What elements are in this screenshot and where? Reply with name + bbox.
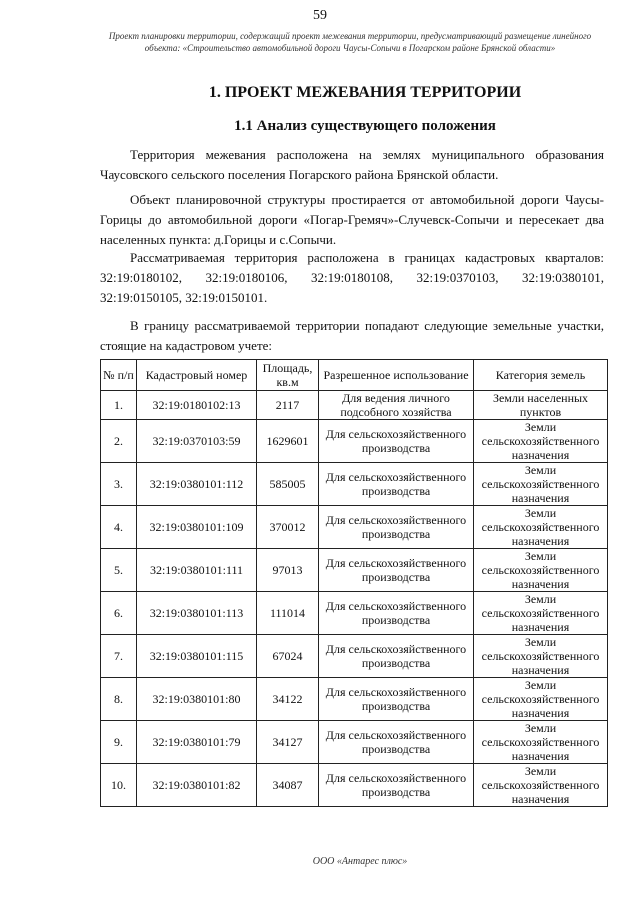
cell-usage: Для сельскохозяйственного производства [319, 678, 474, 721]
cell-cadastral: 32:19:0380101:111 [137, 549, 257, 592]
cell-usage: Для сельскохозяйственного производства [319, 506, 474, 549]
cell-usage: Для сельскохозяйственного производства [319, 592, 474, 635]
subsection-heading: 1.1 Анализ существующего положения [234, 118, 496, 134]
cell-number: 3. [101, 463, 137, 506]
cell-usage: Для сельскохозяйственного производства [319, 764, 474, 807]
table-row [101, 764, 608, 807]
table-row [101, 391, 608, 420]
cell-number: 2. [101, 420, 137, 463]
cell-area: 585005 [257, 463, 319, 506]
cell-category: Земли сельскохозяйственного назначения [474, 678, 608, 721]
table-row [101, 592, 608, 635]
cell-usage: Для сельскохозяйственного производства [319, 549, 474, 592]
cell-number: 7. [101, 635, 137, 678]
cell-category: Земли сельскохозяйственного назначения [474, 721, 608, 764]
col-header-number: № п/п [101, 360, 137, 391]
col-header-usage: Разрешенное использование [319, 360, 474, 391]
cell-cadastral: 32:19:0380101:112 [137, 463, 257, 506]
cell-usage: Для сельскохозяйственного производства [319, 721, 474, 764]
cell-area: 34122 [257, 678, 319, 721]
paragraph-object: Объект планировочной структуры простирается от автомобильной дороги Чаусы-Горицы до автомобильной дороги «Погар-Гремяч»-Случевск-Сопычи и пересекает два населенных пункта: д.Горицы и с.Сопычи. [100, 192, 604, 247]
cell-cadastral: 32:19:0180102:13 [137, 391, 257, 420]
cell-category: Земли сельскохозяйственного назначения [474, 506, 608, 549]
running-header: Проект планировки территории, содержащий проект межевания территории, предусматривающий размещение линейного объекта: «Строительство автомобильной дороги Чаусы-Сопычи в Погарском районе Брянской области» [108, 31, 592, 53]
col-header-area: Площадь, кв.м [257, 360, 319, 391]
cell-number: 10. [101, 764, 137, 807]
table-row [101, 506, 608, 549]
cell-cadastral: 32:19:0380101:79 [137, 721, 257, 764]
cell-cadastral: 32:19:0380101:80 [137, 678, 257, 721]
cell-area: 97013 [257, 549, 319, 592]
col-header-category: Категория земель [474, 360, 608, 391]
cell-area: 34087 [257, 764, 319, 807]
col-header-cadastral: Кадастровый номер [137, 360, 257, 391]
table-row [101, 549, 608, 592]
cell-number: 6. [101, 592, 137, 635]
cell-cadastral: 32:19:0380101:109 [137, 506, 257, 549]
cell-area: 34127 [257, 721, 319, 764]
cell-area: 67024 [257, 635, 319, 678]
cell-number: 8. [101, 678, 137, 721]
paragraph-quarters: Рассматриваемая территория расположена в границах кадастровых кварталов: 32:19:0180102, 32:19:0180106, 32:19:0180108, 32:19:0370103, 32:19:0380101, 32:19:0150105, 32:19:0150101. [100, 250, 604, 305]
cell-area: 2117 [257, 391, 319, 420]
cell-usage: Для сельскохозяйственного производства [319, 463, 474, 506]
cell-area: 1629601 [257, 420, 319, 463]
page-footer: ООО «Антарес плюс» [312, 856, 408, 867]
paragraph-territory: Территория межевания расположена на землях муниципального образования Чаусовского сельского поселения Погарского района Брянской области. [100, 147, 604, 182]
table-row [101, 463, 608, 506]
cell-usage: Для ведения личного подсобного хозяйства [319, 391, 474, 420]
paragraph-plots-intro: В границу рассматриваемой территории попадают следующие земельные участки, стоящие на кадастровом учете: [100, 318, 604, 353]
table-row [101, 635, 608, 678]
cell-number: 9. [101, 721, 137, 764]
cell-category: Земли сельскохозяйственного назначения [474, 549, 608, 592]
table-row [101, 678, 608, 721]
cell-category: Земли сельскохозяйственного назначения [474, 420, 608, 463]
cell-cadastral: 32:19:0370103:59 [137, 420, 257, 463]
cell-area: 111014 [257, 592, 319, 635]
cell-category: Земли населенных пунктов [474, 391, 608, 420]
cell-number: 4. [101, 506, 137, 549]
page-number: 59 [313, 8, 327, 23]
cell-usage: Для сельскохозяйственного производства [319, 420, 474, 463]
table-row [101, 420, 608, 463]
cell-area: 370012 [257, 506, 319, 549]
cell-number: 1. [101, 391, 137, 420]
cell-cadastral: 32:19:0380101:115 [137, 635, 257, 678]
cell-number: 5. [101, 549, 137, 592]
section-heading: 1. ПРОЕКТ МЕЖЕВАНИЯ ТЕРРИТОРИИ [208, 84, 522, 101]
cell-category: Земли сельскохозяйственного назначения [474, 592, 608, 635]
cell-usage: Для сельскохозяйственного производства [319, 635, 474, 678]
land-plots-table [100, 359, 608, 807]
cell-category: Земли сельскохозяйственного назначения [474, 463, 608, 506]
cell-category: Земли сельскохозяйственного назначения [474, 635, 608, 678]
cell-cadastral: 32:19:0380101:113 [137, 592, 257, 635]
cell-cadastral: 32:19:0380101:82 [137, 764, 257, 807]
table-row [101, 721, 608, 764]
table-header-row [101, 360, 608, 391]
cell-category: Земли сельскохозяйственного назначения [474, 764, 608, 807]
